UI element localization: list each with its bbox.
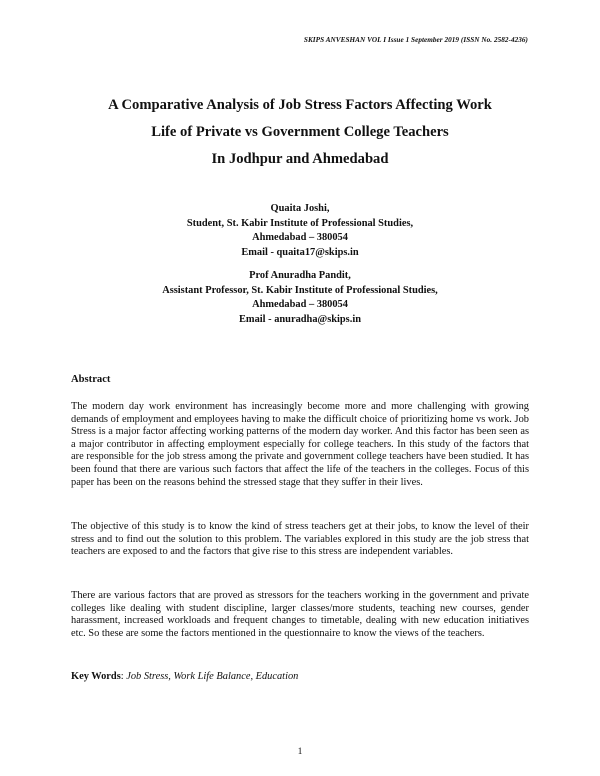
author-email: Email - anuradha@skips.in	[239, 313, 361, 325]
keywords-value: Job Stress, Work Life Balance, Education	[126, 671, 299, 682]
abstract-paragraph-2: The objective of this study is to know the kind of stress teachers get at their jobs, to know the level of their stress and to find out the solution to this problem. The variables explored in this study are the job stress that teachers are exposed to and the factors that give rise to this stress are independent variables.	[71, 521, 529, 558]
author-affiliation: Assistant Professor, St. Kabir Institute of Professional Studies,	[162, 284, 438, 296]
title-line-2: Life of Private vs Government College Teachers	[151, 124, 449, 140]
abstract-heading: Abstract	[71, 374, 111, 385]
author-block-1	[70, 202, 530, 260]
author-location: Ahmedabad – 380054	[252, 299, 348, 310]
abstract-paragraph-3: There are various factors that are proved as stressors for the teachers working in the government and private colleges like dealing with student discipline, larger classes/more students, teaching new courses, gender harassment, increased workloads and frequent changes to timetable, dealing with new education initiatives etc. So these are some the factors mentioned in the questionnaire to know the views of the teachers.	[71, 590, 529, 639]
paper-title	[70, 92, 530, 173]
keywords	[71, 671, 298, 682]
journal-header: SKIPS ANVESHAN VOL I Issue 1 September 2019 (ISSN No. 2582-4236)	[303, 36, 528, 44]
title-line-1: A Comparative Analysis of Job Stress Factors Affecting Work	[108, 97, 492, 113]
author-location: Ahmedabad – 380054	[252, 232, 348, 243]
author-email: Email - quaita17@skips.in	[241, 246, 359, 258]
title-line-3: In Jodhpur and Ahmedabad	[211, 151, 389, 167]
page-number: 1	[297, 746, 303, 757]
author-name: Quaita Joshi,	[270, 203, 330, 214]
abstract-paragraph-1: The modern day work environment has increasingly become more and more challenging with growing demands of employment and employees having to make the difficult choice of prioritizing home vs work. Job Stress is a major factor affecting working patterns of the modern day worker. And this factor has been seen as a major contributor in affecting employment especially for college teachers. In this study of the factors that are responsible for the job stress among the private and government college teachers have been studied. It has been found that there are various such factors that affect the life of the teachers in the colleges. Focus of this paper has been on the reasons behind the stressed stage that they suffer in their lives.	[71, 401, 529, 488]
author-affiliation: Student, St. Kabir Institute of Professional Studies,	[186, 217, 414, 229]
keywords-separator: :	[120, 671, 127, 682]
author-block-2	[70, 269, 530, 327]
author-name: Prof Anuradha Pandit,	[249, 270, 351, 281]
keywords-label: Key Words	[71, 671, 121, 682]
